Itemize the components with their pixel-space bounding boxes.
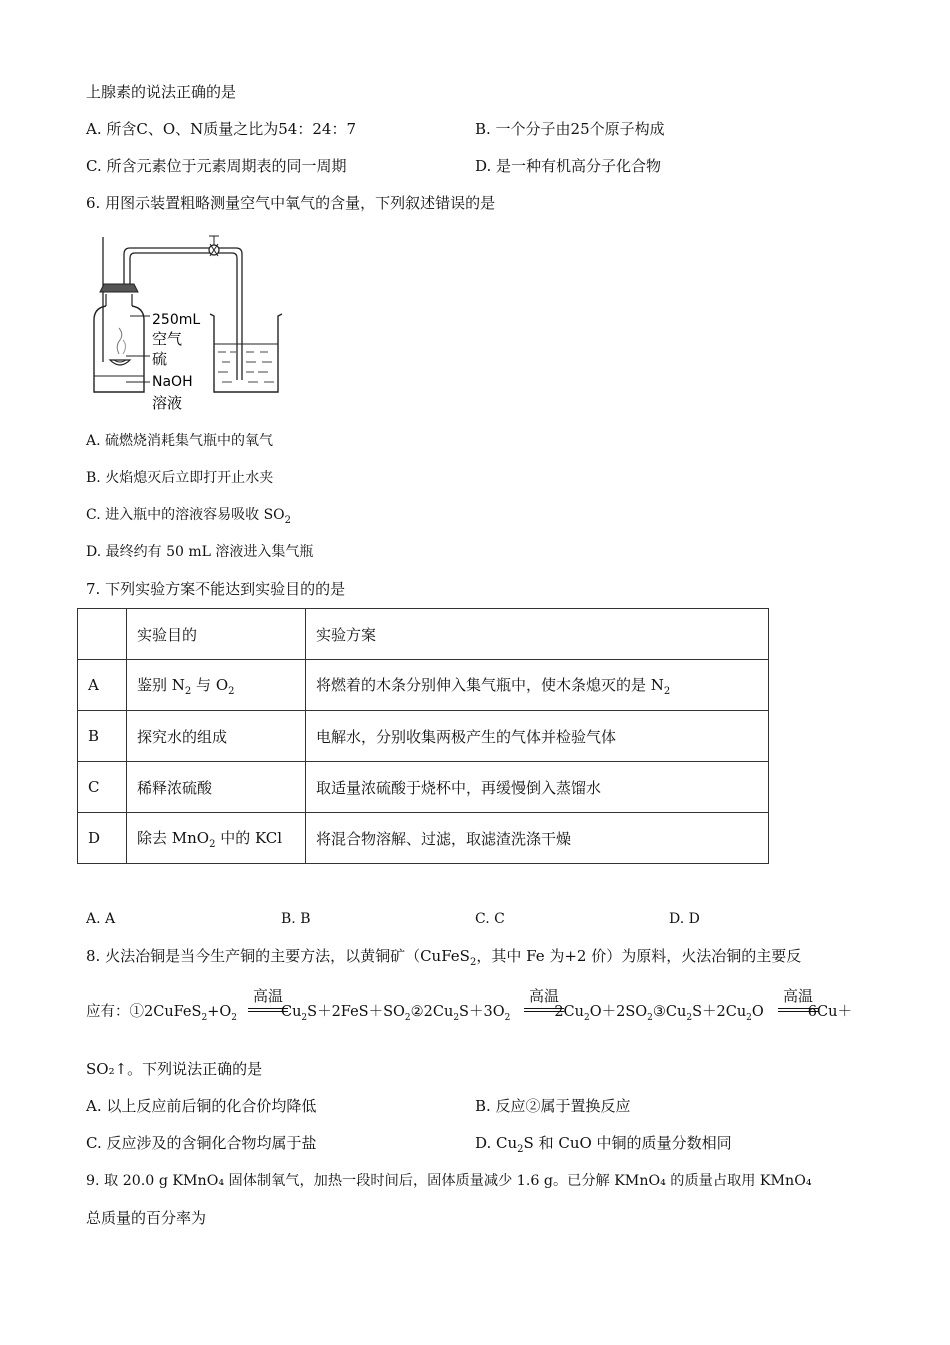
row-key: A <box>78 660 127 711</box>
q8-option-c: C. 反应涉及的含铜化合物均属于盐 <box>86 1134 317 1152</box>
label-solution: 溶液 <box>152 394 183 412</box>
q8-option-a: A. 以上反应前后铜的化合价均降低 <box>86 1097 317 1115</box>
q8-option-b: B. 反应②属于置换反应 <box>475 1097 631 1115</box>
header-plan: 实验方案 <box>306 609 769 660</box>
table-row <box>78 660 769 711</box>
row-plan: 将混合物溶解、过滤，取滤渣洗涤干燥 <box>306 813 769 864</box>
label-volume: 250mL <box>152 312 201 328</box>
q6-option-b: B. 火焰熄灭后立即打开止水夹 <box>86 470 274 486</box>
table-row <box>78 762 769 813</box>
label-sulfur: 硫 <box>152 350 168 368</box>
q8-option-d: D. $Cu_2S$ 和 CuO 中铜的质量分数相同 <box>475 1134 732 1155</box>
q8-stem-tail: SO₂↑。下列说法正确的是 <box>86 1060 263 1078</box>
q5-stem-tail: 上腺素的说法正确的是 <box>86 83 237 101</box>
q7-option-b: B. B <box>281 911 311 927</box>
row-plan: 取适量浓硫酸于烧杯中，再缓慢倒入蒸馏水 <box>306 762 769 813</box>
eq1-condition: 高温 <box>252 987 283 1005</box>
q5-option-b: B. 一个分子由25个原子构成 <box>475 120 665 138</box>
q7-stem: 7. 下列实验方案不能达到实验目的的是 <box>86 580 346 598</box>
q7-option-c: C. C <box>475 911 505 927</box>
row-plan: 电解水，分别收集两极产生的气体并检验气体 <box>306 711 769 762</box>
q8-equations: 应有：$①2CuFeS_2+O_2$ $Cu_2S+2FeS+SO_2②2Cu_2S+3O_2$ $2Cu_2O+2SO_2③Cu_2S+2Cu_2O$ 6Cu＋ <box>86 1004 852 1023</box>
q6-apparatus-figure <box>86 232 286 414</box>
row-key: B <box>78 711 127 762</box>
header-key-cell <box>78 609 127 660</box>
q5-option-a: A. 所含C、O、N质量之比为54：24：7 <box>86 120 356 138</box>
table-row <box>78 711 769 762</box>
row-goal: 除去 MnO$_2$ 中的 KCl <box>127 813 306 864</box>
row-goal: 探究水的组成 <box>127 711 306 762</box>
q6-option-a: A. 硫燃烧消耗集气瓶中的氧气 <box>86 433 274 449</box>
q5-option-c: C. 所含元素位于元素周期表的同一周期 <box>86 157 347 175</box>
q6-stem: 6. 用图示装置粗略测量空气中氧气的含量，下列叙述错误的是 <box>86 194 496 212</box>
q6-option-d: D. 最终约有 50 mL 溶液进入集气瓶 <box>86 544 314 560</box>
row-key: D <box>78 813 127 864</box>
label-air: 空气 <box>152 330 183 348</box>
q9-stem: 9. 取 20.0 g KMnO₄ 固体制氧气，加热一段时间后，固体质量减少 1.6 g。已分解 KMnO₄ 的质量占取用 KMnO₄ <box>86 1173 812 1189</box>
q7-option-d: D. D <box>669 911 700 927</box>
eq3-condition: 高温 <box>782 987 813 1005</box>
table-row <box>78 813 769 864</box>
q9-stem-continued: 总质量的百分率为 <box>86 1209 207 1227</box>
row-key: C <box>78 762 127 813</box>
q5-option-d: D. 是一种有机高分子化合物 <box>475 157 662 175</box>
q8-stem: 8. 火法冶铜是当今生产铜的主要方法，以黄铜矿（CuFeS$_2$，其中 Fe 为+2 价）为原料，火法冶铜的主要反 <box>86 947 802 968</box>
header-goal: 实验目的 <box>127 609 306 660</box>
table-header-row <box>78 609 769 660</box>
q7-experiment-table <box>77 608 769 864</box>
label-naoh: NaOH <box>152 374 193 390</box>
row-goal: 稀释浓硫酸 <box>127 762 306 813</box>
row-plan: 将燃着的木条分别伸入集气瓶中，使木条熄灭的是 $N_2$ <box>306 660 769 711</box>
q7-option-a: A. A <box>86 911 116 927</box>
q6-option-c: C. 进入瓶中的溶液容易吸收 $SO_2$ <box>86 507 292 526</box>
eq2-condition: 高温 <box>528 987 559 1005</box>
row-goal: 鉴别 $N_2$ 与 $O_2$ <box>127 660 306 711</box>
